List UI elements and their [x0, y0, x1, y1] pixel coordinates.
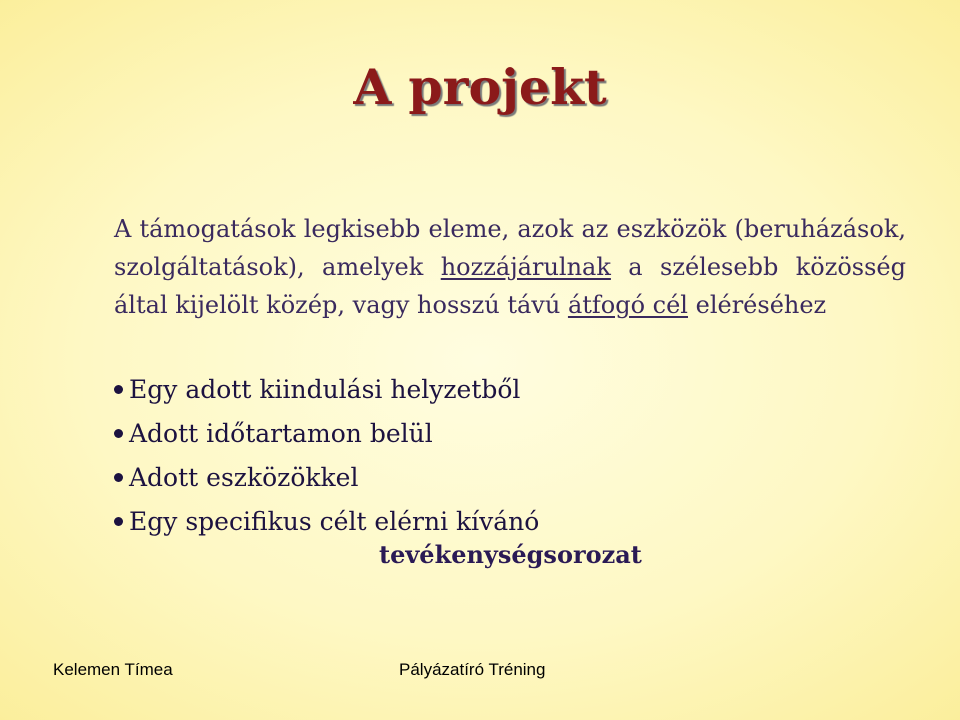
footer-author: Kelemen Tímea [53, 660, 173, 679]
bullet-dot-icon [114, 429, 123, 438]
bullet-item [114, 500, 539, 544]
intro-text-3: eléréséhez [687, 291, 827, 319]
bullet-dot-icon [114, 385, 123, 394]
hozzajarulnak-link[interactable]: hozzájárulnak [440, 253, 611, 281]
atfogo-cel-link[interactable]: átfogó cél [567, 291, 688, 319]
bullet-dot-icon [114, 517, 123, 526]
bullet-dot-icon [114, 473, 123, 482]
footer-course: Pályázatíró Tréning [399, 660, 546, 679]
bullet-item [114, 456, 539, 500]
bullet-list [114, 368, 539, 544]
intro-text-2: a szélesebb közösség által kijelölt közép, vagy hosszú távú [114, 253, 906, 319]
intro-paragraph [114, 210, 906, 324]
bullet-text: Egy specifikus célt elérni kívánó [129, 507, 540, 536]
slide-title: A projekt [353, 58, 607, 116]
bullet-continuation: tevékenységsorozat [379, 540, 642, 569]
bullet-text: Adott időtartamon belül [129, 419, 433, 448]
intro-text-1: A támogatások legkisebb eleme, azok az eszközök (beruházások, szolgáltatások), amelyek [114, 215, 906, 281]
bullet-item [114, 412, 539, 456]
bullet-text: Egy adott kiindulási helyzetből [129, 375, 521, 404]
bullet-item [114, 368, 539, 412]
bullet-text: Adott eszközökkel [129, 463, 359, 492]
